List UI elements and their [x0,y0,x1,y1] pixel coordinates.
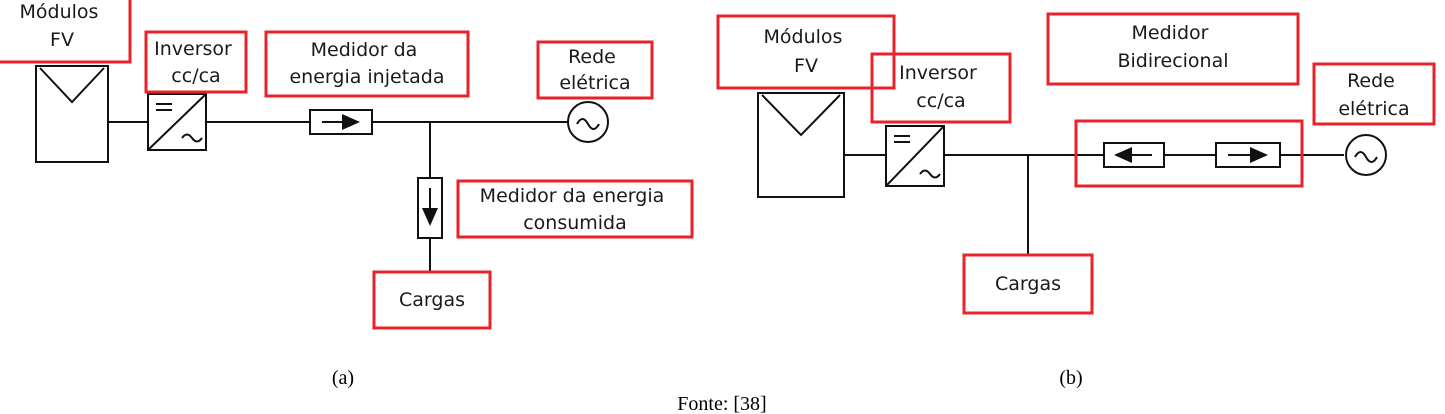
pv-module-icon [758,93,844,197]
label-loads: Cargas [399,289,465,311]
caption-a: (a) [331,367,355,389]
label-modules: Módulos FV [763,26,843,77]
label-modules: Módulos FV [19,1,99,51]
meter-left-arrow-icon [1104,143,1164,167]
grid-icon [568,102,608,142]
diagram-b [718,14,1434,389]
label-consumed-meter: Medidor da energia consumida [479,185,665,234]
meter-right-arrow-icon [1216,143,1280,167]
caption-b: (b) [1059,367,1083,389]
inverter-icon [148,94,206,150]
grid-icon [1346,135,1386,175]
consumed-meter-icon [418,178,442,238]
label-inverter: Inversor cc/ca [154,38,232,87]
label-loads: Cargas [995,273,1061,295]
diagram-a [0,0,692,389]
source-caption: Fonte: [38] [677,393,767,414]
label-injected-meter: Medidor da energia injetada [289,39,445,88]
label-grid: Rede elétrica [559,46,631,94]
inverter-icon [886,126,944,186]
label-inverter: Inversor cc/ca [899,62,977,112]
pv-module-icon [36,66,108,162]
label-bidirectional-meter: Medidor Bidirecional [1117,22,1229,72]
label-grid: Rede elétrica [1338,70,1410,120]
injected-meter-icon [310,110,372,134]
